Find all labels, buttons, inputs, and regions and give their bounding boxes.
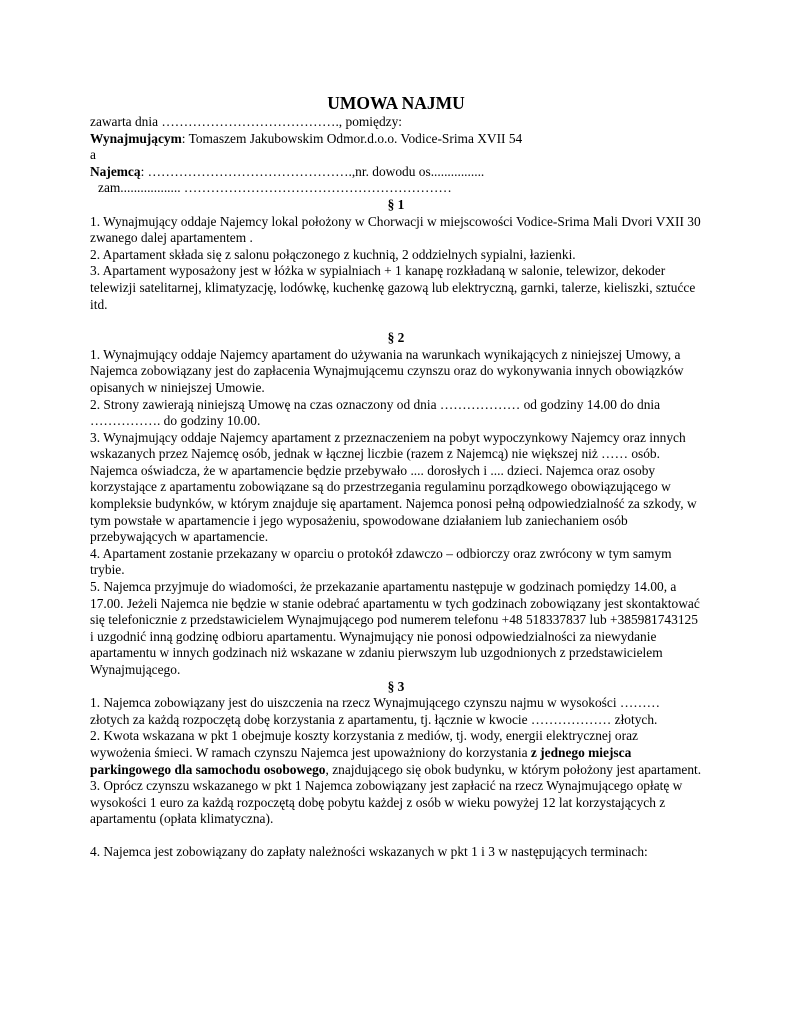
and-line: a [90, 147, 96, 163]
s3-paragraph-4: 4. Najemca jest zobowiązany do zapłaty należności wskazanych w pkt 1 i 3 w następujących terminach: [90, 843, 648, 859]
s3-p2-text-a: 2. Kwota wskazana w pkt 1 obejmuje koszty korzystania z mediów, tj. wody, energii elektrycznej oraz wywożenia śmieci. W ramach czynszu Najemca jest upoważniony do korzystania [90, 728, 638, 760]
landlord-label: Wynajmującym [90, 130, 182, 146]
s2-paragraph-1: 1. Wynajmujący oddaje Najemcy apartament do używania na warunkach wynikających z niniejszej Umowy, a Najemca zobowiązany jest do zapłacenia Wynajmującemu czynszu oraz do wykonywania innych obowiązków opisanych w niniejszej Umowie. [90, 346, 684, 395]
s3-paragraph-3: 3. Oprócz czynszu wskazanego w pkt 1 Najemca zobowiązany jest zapłacić na rzecz Wynajmującego opłatę w wysokości 1 euro za każdą rozpoczętą dobę pobytu każdej z osób w wieku powyżej 12 lat korzystających z apartamentu (opłata klimatyczna). [90, 778, 683, 827]
s3-paragraph-1: 1. Najemca zobowiązany jest do uiszczenia na rzecz Wynajmującego czynszu najmu w wysokości ……… złotych za każdą rozpoczętą dobę korzystania z apartamentu, tj. łącznie w kwocie ……………… złotych. [90, 695, 661, 727]
section-2-heading: § 2 [387, 330, 405, 346]
s2-paragraph-5: 5. Najemca przyjmuje do wiadomości, że przekazanie apartamentu następuje w godzinach pomiędzy 14.00, a 17.00. Jeżeli Najemca nie będzie w stanie odebrać apartamentu w tych godzinach zobowiązany jest skontaktować się telefonicznie z przedstawicielem Wynajmującego pod numerem telefonu +48 518337837 lub +385981743125 i uzgodnić inną godzinę odbioru apartamentu. Wynajmujący nie ponosi odpowiedzialności za niewydanie apartamentu w innych godzinach niż wskazane w zdaniu pierwszym lub uzgodnionych z przedstawicielem Wynajmującego. [90, 579, 700, 677]
s1-paragraph-3: 3. Apartament wyposażony jest w łóżka w sypialniach + 1 kanapę rozkładaną w salonie, telewizor, dekoder telewizji satelitarnej, klimatyzację, lodówkę, kuchenkę gazową lub elektryczną, garnki, talerze, kieliszki, sztućce itd. [90, 263, 696, 312]
landlord-line [90, 131, 702, 148]
address-line: zam.................. …………………………………………………… [98, 180, 452, 196]
section-1-heading: § 1 [387, 196, 405, 212]
s1-paragraph-1: 1. Wynajmujący oddaje Najemcy lokal położony w Chorwacji w miejscowości Vodice-Srima Mali Dvori VXII 30 zwanego dalej apartamentem . [90, 213, 701, 246]
s1-paragraph-2: 2. Apartament składa się z salonu połączonego z kuchnią, 2 oddzielnych sypialni, łazienki. [90, 246, 576, 262]
s3-p2-bold: z jednego miejsca parkingowego dla samochodu osobowego [90, 744, 632, 777]
tenant-line [90, 164, 702, 181]
section-3-heading: § 3 [387, 678, 405, 694]
s2-paragraph-4: 4. Apartament zostanie przekazany w oparciu o protokół zdawczo – odbiorczy oraz zwrócony w tym samym trybie. [90, 545, 672, 578]
document-title: UMOWA NAJMU [327, 93, 465, 113]
s3-p2-text-b: , znajdującego się obok budynku, w którym położony jest apartament. [325, 761, 702, 777]
contract-document [90, 92, 702, 861]
intro-date-line: zawarta dnia …………………………………., pomiędzy: [90, 114, 403, 129]
tenant-label: Najemcą [90, 163, 141, 179]
s2-paragraph-3: 3. Wynajmujący oddaje Najemcy apartament z przeznaczeniem na pobyt wypoczynkowy Najemcy oraz innych wskazanych przez Najemcę osób, jednak w łącznej liczbie (razem z Najemcą) nie większej niż …… osób. Najemca oświadcza, że w apartamencie będzie przebywało .... dorosłych i .... dzieci. Najemca oraz osoby korzystające z apartamentu zobowiązane są do przestrzegania regulaminu porządkowego obowiązującego w kompleksie budynków, w którym znajduje się apartament. Najemca ponosi pełną odpowiedzialność za szkody, w tym powstałe w apartamencie i jego wyposażeniu, spowodowane działaniem lub zaniechaniem osób przebywających w apartamencie. [90, 429, 697, 545]
s3-paragraph-2 [90, 728, 702, 778]
s2-paragraph-2: 2. Strony zawierają niniejszą Umowę na czas oznaczony od dnia ……………… od godziny 14.00 do dnia ……………. do godziny 10.00. [90, 396, 661, 429]
tenant-text: : ……………………………………….,nr. dowodu os................ [140, 163, 485, 179]
landlord-text: : Tomaszem Jakubowskim Odmor.d.o.o. Vodice-Srima XVII 54 [181, 130, 523, 146]
